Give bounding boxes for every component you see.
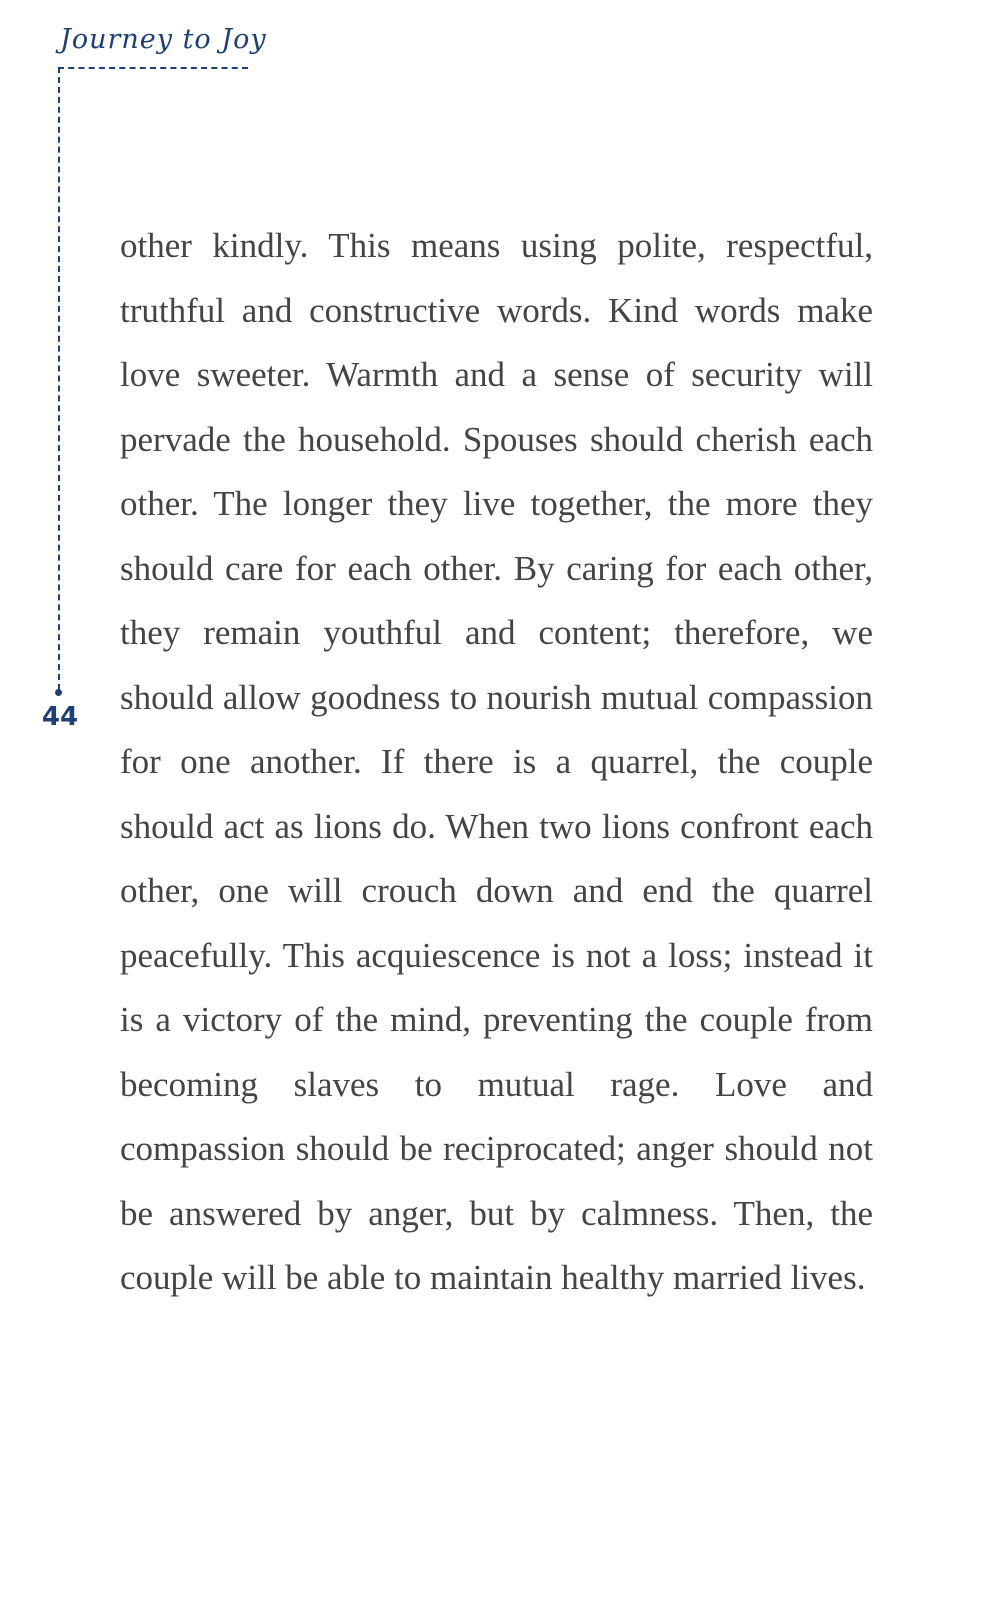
body-paragraph: other kindly. This means using polite, respectful, truthful and constructive words. Kind words make love sweeter. Warmth and a sense of security will pervade the household. Spouses should cherish each other. The longer they live together, the more they should care for each other. By caring for each other, they remain youthful and content; therefore, we should allow goodness to nourish mutual compassion for one another. If there is a quarrel, the couple should act as lions do. When two lions confront each other, one will crouch down and end the quarrel peacefully. This acquiescence is not a loss; instead it is a victory of the mind, preventing the couple from becoming slaves to mutual rage. Love and compassion should be reciprocated; anger should not be answered by anger, but by calmness. Then, the couple will be able to maintain healthy married lives. (120, 226, 873, 1297)
running-title: Journey to Joy (60, 24, 267, 55)
rule-end-dot (55, 689, 62, 696)
dashed-rule-top (58, 67, 248, 69)
page-number: 44 (41, 702, 79, 732)
dashed-rule-vertical (58, 67, 60, 690)
